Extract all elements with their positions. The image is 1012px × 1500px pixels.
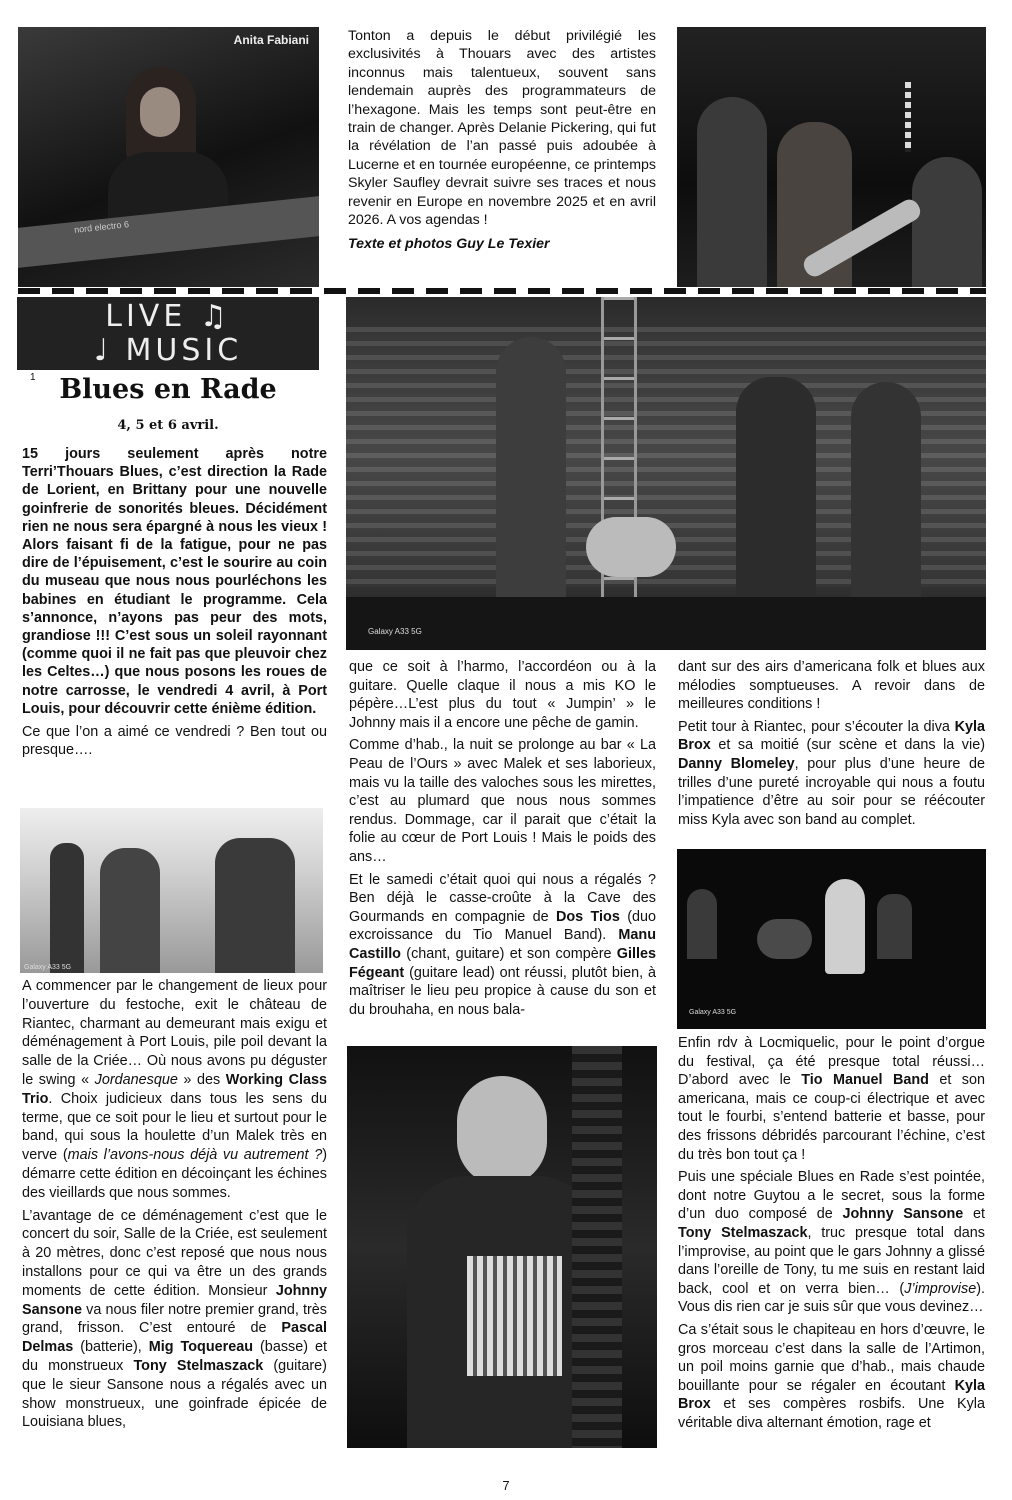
col1-paragraph-2: L’avantage de ce déménagement c’est que le concert du soir, Salle de la Criée, est seulement à 20 mètres, donc c’est reposé que nous nous installons pour ce qui va être un des grands moments de cette édition. Monsieur Johnny Sansone va nous filer notre premier grand, très grand, frisson. C’est entouré de Pascal Delmas (batterie), Mig Toquereau (basse) et du monstrueux Tony Stelmaszack (guitare) que le sieur Sansone nous a régalés avec un show monstrueux, une goinfrade épicée de Louisiana blues, — [22, 1207, 327, 1431]
guitarist-left — [687, 889, 717, 959]
keyboard-label: nord electro 6 — [73, 219, 130, 235]
background-wall — [572, 1046, 622, 1448]
col2-paragraph-1: que ce soit à l’harmo, l’accordéon ou à la guitare. Quelle claque il nous a mis KO le pépère…L’est plus du tout « Jumpin’ » le Johnny mais il a encore une pêche de gamin. — [349, 659, 656, 731]
photo-kyla-brox-band — [677, 849, 986, 1029]
article-title: Blues en Rade — [59, 374, 277, 405]
musician-right — [912, 157, 982, 287]
col3-text-top — [678, 658, 985, 833]
col3-text-bottom — [678, 1034, 985, 1436]
accordion-shape — [467, 1256, 562, 1376]
photo-anita-fabiani — [18, 27, 319, 287]
logo-line-2: ♩ MUSIC — [93, 333, 243, 368]
col3-paragraph-3: Enfin rdv à Locmiquelic, pour le point d’orgue du festival, ça été presque total réussi… D’abord avec le Tio Manuel Band et son americana, mais ce coup-ci électrique et avec tout le fourbi, s’entend batterie et basse, pour des frissons débridés parcourant l’échine, c’est du très bon tout ça ! — [678, 1035, 985, 1163]
drum-kit — [586, 517, 676, 577]
col3-paragraph-1: dant sur des airs d’americana folk et blues aux mélodies somptueuses. A revoir dans de meilleures conditions ! — [678, 659, 985, 713]
musician-left — [697, 97, 767, 287]
photo-caption: Galaxy A33 5G — [368, 627, 422, 636]
guitar-player — [100, 848, 160, 973]
photo-working-class-trio — [20, 808, 323, 973]
guitarist — [496, 337, 566, 627]
friday-paragraph: Ce que l’on a aimé ce vendredi ? Ben tout ou presque…. — [22, 724, 327, 759]
lead-paragraph: 15 jours seulement après notre Terri’Thouars Blues, c’est direction la Rade de Lorient, en Brittany pour une nouvelle goinfrerie de sonorités bleues. Décidément rien ne nous sera épargné à nous les vieux ! Alors faisant fi de la fatigue, pour ne pas dire de l’épuisement, c’est le sourire au coin du museau que nous nous pourléchons les babines en étudiant le programme. Cela s’annonce, n’ayons pas peur des mots, grandiose !!! C’est sous un soleil rayonnant (comme quoi il ne fait pas que pleuvoir chez les Celtes…) que nous posons les roues de notre carrosse, le vendredi 4 avril, à Port Louis, pour découvrir cette énième édition. — [22, 446, 327, 717]
singer — [215, 838, 295, 973]
lead-text — [22, 445, 327, 763]
col1-text — [22, 977, 327, 1436]
col3-paragraph-4: Puis une spéciale Blues en Rade s’est pointée, dont notre Guytou a le secret, sous la forme d’un duo composé de Johnny Sansone et Tony Stelmaszack, truc presque total dans l’improvise, au point que le gars Johnny a glissé dans l’oreille de Tony, tu me suis en restant laid back, cool et on verra bien… (J’improvise). Vous dis rien car je suis sûr que vous devinez… — [678, 1169, 986, 1316]
kyla-brox-singer — [825, 879, 865, 974]
article-dates: 4, 5 et 6 avril. — [117, 418, 219, 433]
bass-player — [50, 843, 84, 973]
photo-credit: Anita Fabiani — [233, 33, 309, 47]
stage-floor — [346, 597, 986, 650]
photo-johnny-sansone-accordion — [347, 1046, 657, 1448]
photo-caption: Galaxy A33 5G — [689, 1009, 737, 1016]
live-music-logo — [17, 297, 319, 370]
accordionist — [736, 377, 816, 627]
col2-text — [349, 658, 656, 1023]
col2-paragraph-2: Comme d’hab., la nuit se prolonge au bar « La Peau de l’Ours » avec Malek et ses laborieux, mais vu la taille des valoches sous les mirettes, c’est au plumard que nous nous sommes rendus. Dommage, car il parait que c’était la folie au cœur de Port Louis ! Mais le poids des ans… — [349, 737, 656, 865]
photo-caption: Galaxy A33 5G — [24, 964, 72, 971]
logo-line-1: LIVE ♫ — [105, 299, 231, 334]
col3-paragraph-2: Petit tour à Riantec, pour s’écouter la diva Kyla Brox et sa moitié (sur scène et dans la vie) Danny Blomeley, pour plus d’une heure de trilles d’une pureté incroyable qui nous a foutu l’impatience d’être au soir pour se réécouter miss Kyla avec son band au complet. — [678, 718, 986, 828]
drum-kit — [757, 919, 812, 959]
bassist — [851, 382, 921, 627]
col1-paragraph-1: A commencer par le changement de lieux pour l’ouverture du festoche, exit le château de Riantec, charmant au demeurant mais exigu et déménagement à Port Louis, pile poil devant la salle de la Criée… Où nous avons pu déguster le swing « Jordanesque » des Working Class Trio. Choix judicieux dans tous les sens du terme, que ce soit pour le lieu et surtout pour le band, qui sous la houlette d’un Malek très en verve (mais l’avons-nous déjà vu autrement ?) démarre cette édition en décoinçant les échines des vieillards que nous sommes. — [22, 978, 327, 1201]
pianist-face — [140, 87, 180, 137]
dashed-separator — [18, 288, 986, 294]
stage-light — [905, 82, 911, 152]
singer-head — [457, 1076, 547, 1186]
col3-paragraph-5: Ca s’était sous le chapiteau en hors d’œuvre, le gros morceau c’est dans la salle de l’Artimon, un poil moins garnie que d’hab., mais chaude bouillante pour se régaler en écoutant Kyla Brox et ses compères rosbifs. Une Kyla véritable diva alternant émotion, rage et — [678, 1321, 985, 1431]
page-number: 7 — [502, 1478, 510, 1493]
bassist-right — [877, 894, 912, 959]
col2-paragraph-3: Et le samedi c’était quoi qui nous a régalés ? Ben déjà le casse-croûte à la Cave des Gourmands en compagnie de Dos Tios (duo excroissance du Tio Manuel Band). Manu Castillo (chant, guitare) et son compère Gilles Fégeant (guitare lead) ont réussi, plutôt bien, à maîtriser le lieu peu propice à cause du son et du brouhaha, en nous bala- — [349, 871, 656, 1018]
intro-text — [348, 27, 656, 258]
photo-stage-band — [346, 297, 986, 650]
text-photo-credit: Texte et photos Guy Le Texier — [348, 236, 550, 253]
item-marker: 1 — [30, 372, 36, 383]
photo-guitarists — [677, 27, 986, 287]
intro-paragraph: Tonton a depuis le début privilégié les exclusivités à Thouars avec des artistes inconnus mais talentueux, souvent sans lendemain auprès des programmateurs de l’hexagone. Mais les temps sont peut-être en train de changer. Après Delanie Pickering, qui fut la révélation de l’an passé puis adoubée à Lucerne et en tournée européenne, ce printemps Skyler Saufley devrait suivre ses traces et nous revenir en Europe en novembre 2025 et en avril 2026. A vos agendas ! — [348, 28, 656, 229]
